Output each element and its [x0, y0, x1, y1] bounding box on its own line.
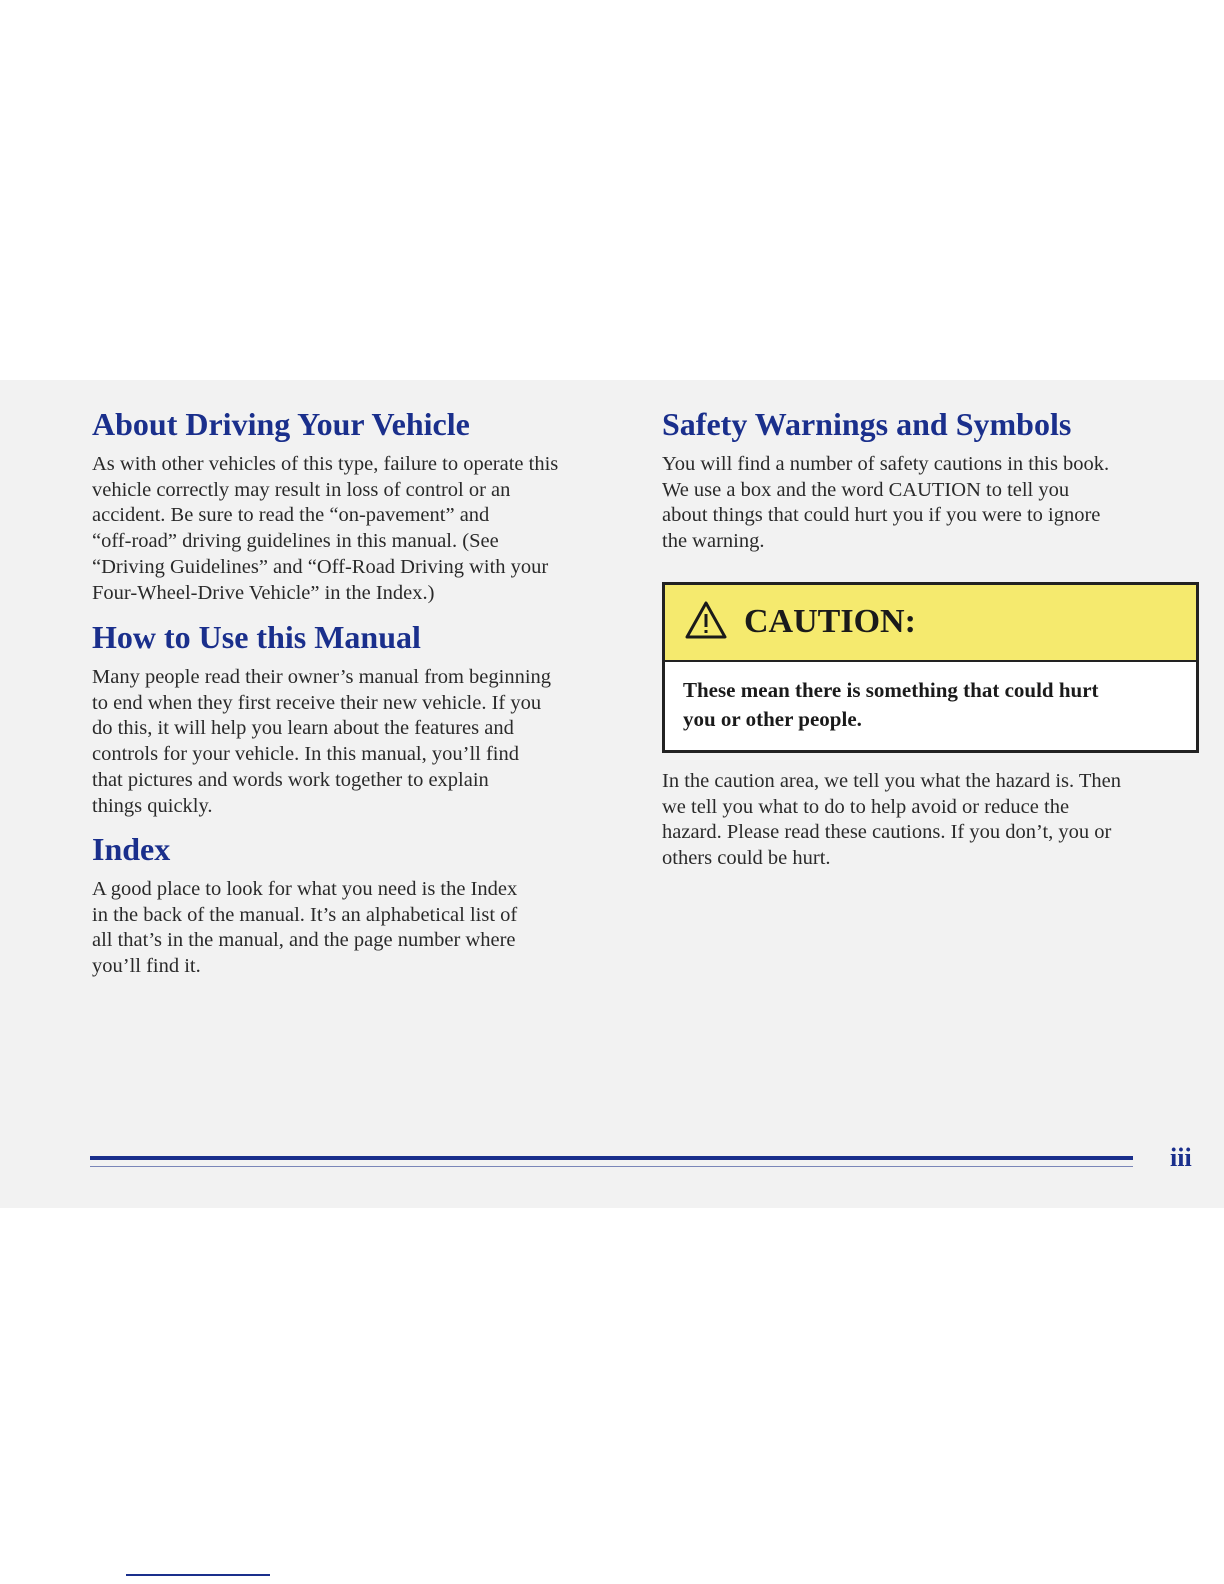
about-driving-paragraph: As with other vehicles of this type, failure to operate this vehicle correctly may result in loss of control or an accident. Be sure to read the “on-pavement” and “off-road” driving guidelines in this manual. (See “Driving Guidelines” and “Off-Road Driving with your Four-Wheel-Drive Vehicle” in the Index.) [92, 453, 559, 604]
how-to-use-paragraph: Many people read their owner’s manual from beginning to end when they first receive their new vehicle. If you do this, it will help you learn about the features and controls for your vehicle. In this manual, you’ll find that pictures and words work together to explain things quickly. [92, 666, 552, 817]
footer-rule-thick [90, 1156, 1133, 1160]
about-driving-heading: About Driving Your Vehicle [92, 406, 470, 442]
caution-box [662, 582, 1199, 753]
divider [126, 1574, 270, 1576]
safety-warnings-heading: Safety Warnings and Symbols [662, 406, 1072, 442]
how-to-use-heading: How to Use this Manual [92, 619, 421, 655]
caution-text: These mean there is something that could hurt you or other people. [683, 678, 1099, 731]
index-heading: Index [92, 831, 171, 867]
footer-rule-thin [90, 1166, 1133, 1167]
warning-triangle-icon [685, 601, 727, 639]
caution-header [665, 585, 1196, 662]
caution-label: CAUTION: [744, 603, 916, 640]
index-paragraph: A good place to look for what you need is the Index in the back of the manual. It’s an alphabetical list of all that’s in the manual, and the page number where you’ll find it. [92, 878, 518, 978]
safety-warnings-paragraph: You will find a number of safety cautions in this book. We use a box and the word CAUTION to tell you about things that could hurt you if you were to ignore the warning. [662, 453, 1110, 553]
page-number: iii [1170, 1143, 1192, 1172]
caution-explanation-paragraph: In the caution area, we tell you what the hazard is. Then we tell you what to do to help avoid or reduce the hazard. Please read these cautions. If you don’t, you or others could be hurt. [662, 770, 1121, 870]
